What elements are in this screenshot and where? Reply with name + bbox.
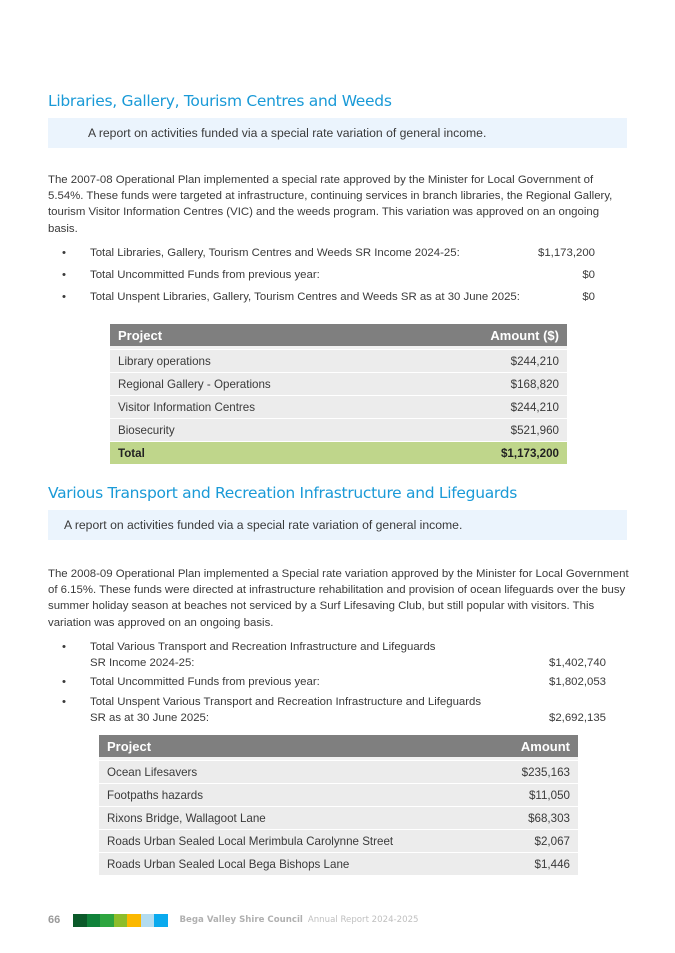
summary-label-line2: SR as at 30 June 2025: [90, 711, 210, 724]
color-swatch [127, 914, 141, 927]
column-header-project: Project [99, 735, 493, 760]
intro-box [48, 510, 627, 540]
summary-value: $0 [582, 269, 595, 282]
project-cell: Roads Urban Sealed Local Bega Bishops Lane [99, 853, 493, 875]
table-row [110, 350, 567, 372]
summary-value: $1,802,053 [548, 676, 606, 689]
amount-cell: $11,050 [493, 784, 578, 806]
color-swatch [73, 914, 87, 927]
summary-item [48, 245, 595, 261]
summary-value: $1,173,200 [537, 247, 595, 259]
table-row [110, 396, 567, 418]
summary-list [48, 245, 595, 306]
libraries-funding-table [110, 323, 567, 465]
brand-color-strip [73, 914, 168, 927]
transport-funding-table [99, 734, 578, 876]
summary-value: $2,692,135 [548, 711, 606, 724]
amount-cell: $244,210 [414, 350, 567, 372]
table-total-row [110, 442, 567, 464]
summary-item [48, 289, 595, 305]
color-swatch [114, 914, 128, 927]
summary-label-line2: SR Income 2024-25: [90, 657, 195, 670]
amount-cell: $68,303 [493, 807, 578, 829]
amount-cell: $244,210 [414, 396, 567, 418]
footer-organisation: Bega Valley Shire Council [179, 915, 303, 925]
amount-cell: $235,163 [493, 761, 578, 783]
table-row [99, 784, 578, 806]
table-row [110, 419, 567, 441]
amount-cell: $521,960 [414, 419, 567, 441]
amount-cell: $168,820 [414, 373, 567, 395]
intro-box [48, 118, 627, 148]
summary-list [48, 639, 606, 726]
table-row [99, 853, 578, 875]
project-cell: Regional Gallery - Operations [110, 373, 414, 395]
project-cell: Biosecurity [110, 419, 414, 441]
project-cell: Library operations [110, 350, 414, 372]
amount-cell: $1,446 [493, 853, 578, 875]
bullet-icon: • [62, 247, 66, 259]
color-swatch [154, 914, 168, 927]
color-swatch [100, 914, 114, 927]
summary-label: Total Uncommitted Funds from previous year: [90, 676, 320, 689]
table-row [99, 807, 578, 829]
total-label: Total [110, 442, 414, 464]
page-number: 66 [48, 914, 61, 926]
table-row [110, 373, 567, 395]
intro-text: A report on activities funded via a special rate variation of general income. [64, 518, 463, 532]
summary-item [48, 674, 606, 690]
total-amount: $1,173,200 [414, 442, 567, 464]
table-row [99, 761, 578, 783]
color-swatch [87, 914, 101, 927]
amount-cell: $2,067 [493, 830, 578, 852]
column-header-amount: Amount [493, 735, 578, 760]
project-cell: Rixons Bridge, Wallagoot Lane [99, 807, 493, 829]
intro-text: A report on activities funded via a special rate variation of general income. [88, 126, 487, 140]
project-cell: Ocean Lifesavers [99, 761, 493, 783]
summary-label: Total Libraries, Gallery, Tourism Centres and Weeds SR Income 2024-25: [90, 247, 460, 259]
description-paragraph: The 2008-09 Operational Plan implemented a Special rate variation approved by the Minister for Local Government of 6.15%. These funds were directed at infrastructure rehabilitation and provision of ocean lifeguards over the busy summer holiday season at beaches not serviced by a Surf Lifesaving Club, but still popular with visitors. This variation was approved on an ongoing basis. [48, 568, 629, 629]
summary-value: $0 [582, 291, 595, 304]
project-cell: Footpaths hazards [99, 784, 493, 806]
section-title-transport: Various Transport and Recreation Infrastructure and Lifeguards [48, 484, 518, 502]
column-header-amount: Amount ($) [414, 324, 567, 349]
summary-label-line1: Total Unspent Various Transport and Recreation Infrastructure and Lifeguards [90, 695, 482, 708]
bullet-icon: • [62, 695, 66, 708]
bullet-icon: • [62, 676, 66, 689]
summary-value: $1,402,740 [548, 657, 606, 670]
bullet-icon: • [62, 269, 66, 282]
table-row [99, 830, 578, 852]
table-header-row [110, 324, 567, 349]
page-footer [48, 912, 419, 928]
column-header-project: Project [110, 324, 414, 349]
bullet-icon: • [62, 291, 66, 304]
summary-item [48, 694, 606, 726]
bullet-icon: • [62, 641, 66, 653]
project-cell: Visitor Information Centres [110, 396, 414, 418]
summary-label: Total Uncommitted Funds from previous year: [90, 269, 320, 282]
table-header-row [99, 735, 578, 760]
section-title-libraries: Libraries, Gallery, Tourism Centres and Weeds [48, 92, 392, 110]
summary-label: Total Unspent Libraries, Gallery, Tourism Centres and Weeds SR as at 30 June 2025: [90, 291, 520, 304]
footer-document-title: Annual Report 2024-2025 [307, 915, 419, 925]
color-swatch [141, 914, 155, 927]
summary-label-line1: Total Various Transport and Recreation Infrastructure and Lifeguards [90, 641, 436, 653]
summary-item [48, 639, 606, 671]
description-paragraph: The 2007-08 Operational Plan implemented a special rate approved by the Minister for Local Government of 5.54%. These funds were targeted at infrastructure, continuing services in branch libraries, the Regional Gallery, tourism Visitor Information Centres (VIC) and the weeds program. This variation was approved on an ongoing basis. [48, 174, 613, 235]
project-cell: Roads Urban Sealed Local Merimbula Carolynne Street [99, 830, 493, 852]
summary-item [48, 267, 595, 283]
